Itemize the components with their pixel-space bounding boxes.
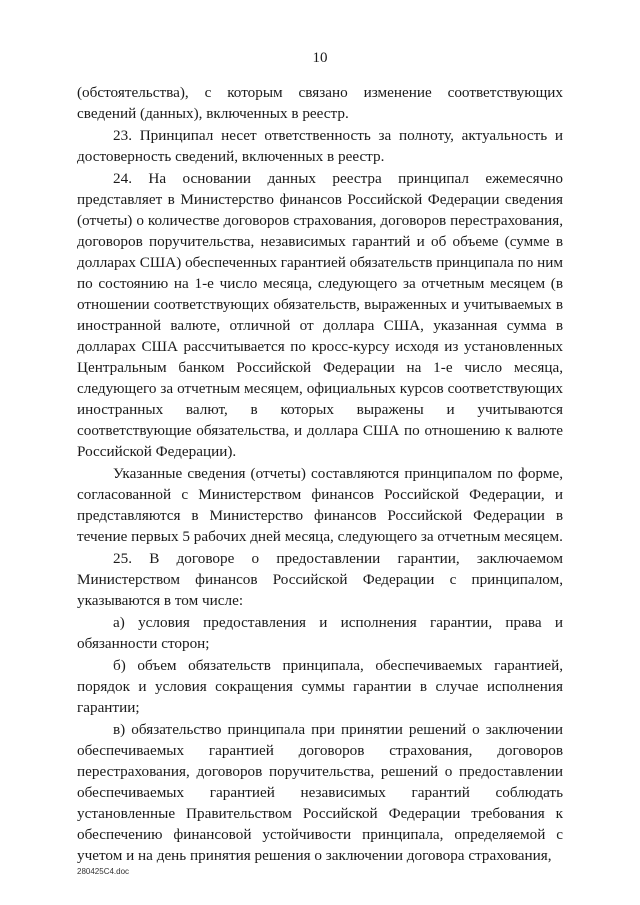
list-item-a: а) условия предоставления и исполнения гарантии, права и обязанности сторон; [77, 614, 563, 652]
page-number: 10 [312, 50, 328, 66]
paragraph-25: 25. В договоре о предоставлении гарантии, заключаемом Министерством финансов Российской Федерации с принципалом, указываются в том числе: [77, 550, 563, 609]
document-body [77, 82, 563, 867]
paragraph-24: 24. На основании данных реестра принципал ежемесячно представляет в Министерство финансов Российской Федерации сведения (отчеты) о количестве договоров страхования, договоров перестрахования, договоров поручительства, независимых гарантий и об объеме (сумме в долларах США) обеспеченных гарантией обязательств принципала по ним по состоянию на 1-е число месяца, следующего за отчетным месяцем (в отношении соответствующих обязательств, выраженных и учитываемых в иностранной валюте, отличной от доллара США, указанная сумма в долларах США рассчитывается по кросс-курсу исходя из установленных Центральным банком Российской Федерации на 1-е число месяца, следующего за отчетным месяцем, официальных курсов соответствующих иностранных валют, в которых выражены и учитываются соответствующие обязательства, и доллара США по отношению к валюте Российской Федерации). [77, 170, 563, 460]
paragraph-continuation: (обстоятельства), с которым связано изменение соответствующих сведений (данных), включенных в реестр. [77, 84, 563, 122]
paragraph-reports: Указанные сведения (отчеты) составляются принципалом по форме, согласованной с Министерством финансов Российской Федерации, и представляются в Министерство финансов Российской Федерации в течение первых 5 рабочих дней месяца, следующего за отчетным месяцем. [77, 465, 563, 545]
list-item-v: в) обязательство принципала при принятии решений о заключении обеспечиваемых гарантией договоров страхования, договоров перестрахования, договоров поручительства, решений о предоставлении обеспечиваемых гарантией независимых гарантий соблюдать установленные Правительством Российской Федерации требования к обеспечению финансовой устойчивости принципала, определяемой с учетом и на день принятия решения о заключении договора страхования, [77, 721, 563, 864]
document-file-code: 280425C4.doc [77, 867, 130, 876]
paragraph-23: 23. Принципал несет ответственность за полноту, актуальность и достоверность сведений, включенных в реестр. [77, 127, 563, 165]
list-item-b: б) объем обязательств принципала, обеспечиваемых гарантией, порядок и условия сокращения суммы гарантии в случае исполнения гарантии; [77, 657, 563, 716]
